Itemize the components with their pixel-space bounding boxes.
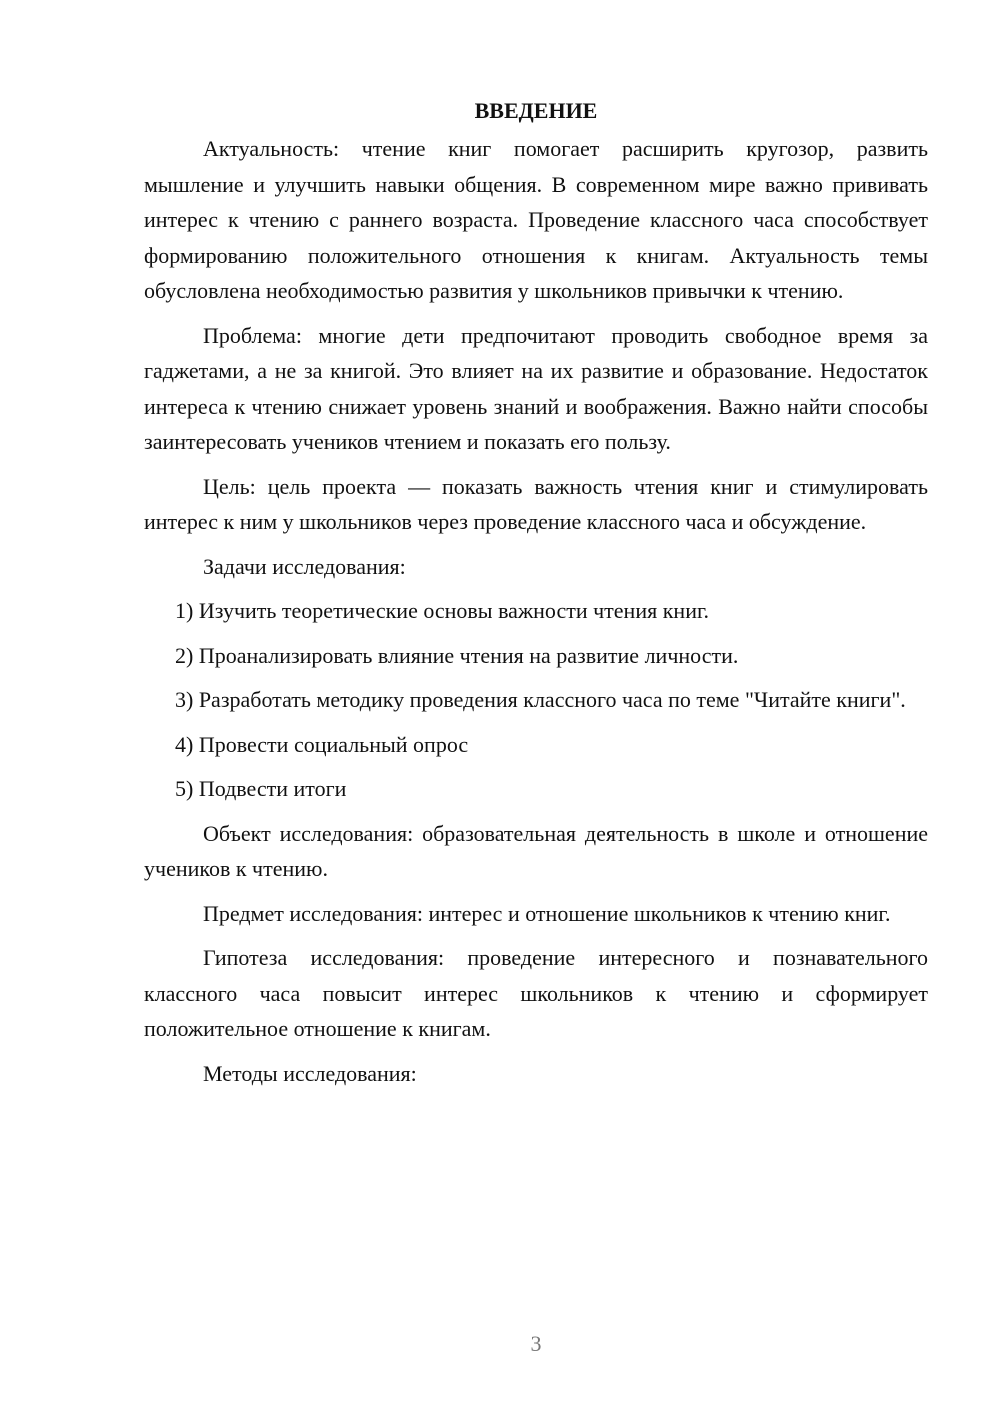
section-title: ВВЕДЕНИЕ xyxy=(474,98,598,123)
paragraph-subject: Предмет исследования: интерес и отношение школьников к чтению книг. xyxy=(203,900,891,926)
task-item-5: 5) Подвести итоги xyxy=(175,776,347,801)
paragraph-tasks-heading: Задачи исследования: xyxy=(203,553,406,579)
task-item-4: 4) Провести социальный опрос xyxy=(175,731,469,757)
paragraph-goal: Цель: цель проекта — показать важность чтения книг и стимулировать интерес к ним у школьников через проведение классного часа и обсуждение. xyxy=(144,473,928,534)
paragraph-object: Объект исследования: образовательная деятельность в школе и отношение учеников к чтению. xyxy=(144,820,928,881)
task-item-1: 1) Изучить теоретические основы важности чтения книг. xyxy=(175,598,710,623)
page-number: 3 xyxy=(530,1331,542,1356)
task-item-2: 2) Проанализировать влияние чтения на развитие личности. xyxy=(175,642,739,668)
paragraph-hypothesis: Гипотеза исследования: проведение интересного и познавательного классного часа повысит интерес школьников к чтению и сформирует положительное отношение к книгам. xyxy=(144,945,928,1041)
task-item-3: 3) Разработать методику проведения классного часа по теме "Читайте книги". xyxy=(175,687,906,712)
paragraph-relevance: Актуальность: чтение книг помогает расширить кругозор, развить мышление и улучшить навыки общения. В современном мире важно прививать интерес к чтению с раннего возраста. Проведение классного часа способствует формированию положительного отношения к книгам. Актуальность темы обусловлена необходимостью развития у школьников привычки к чтению. xyxy=(144,136,928,303)
paragraph-problem: Проблема: многие дети предпочитают проводить свободное время за гаджетами, а не за книгой. Это влияет на их развитие и образование. Недостаток интереса к чтению снижает уровень знаний и воображения. Важно найти способы заинтересовать учеников чтением и показать его пользу. xyxy=(144,322,928,454)
paragraph-methods: Методы исследования: xyxy=(203,1060,417,1086)
page-content xyxy=(144,91,928,1100)
